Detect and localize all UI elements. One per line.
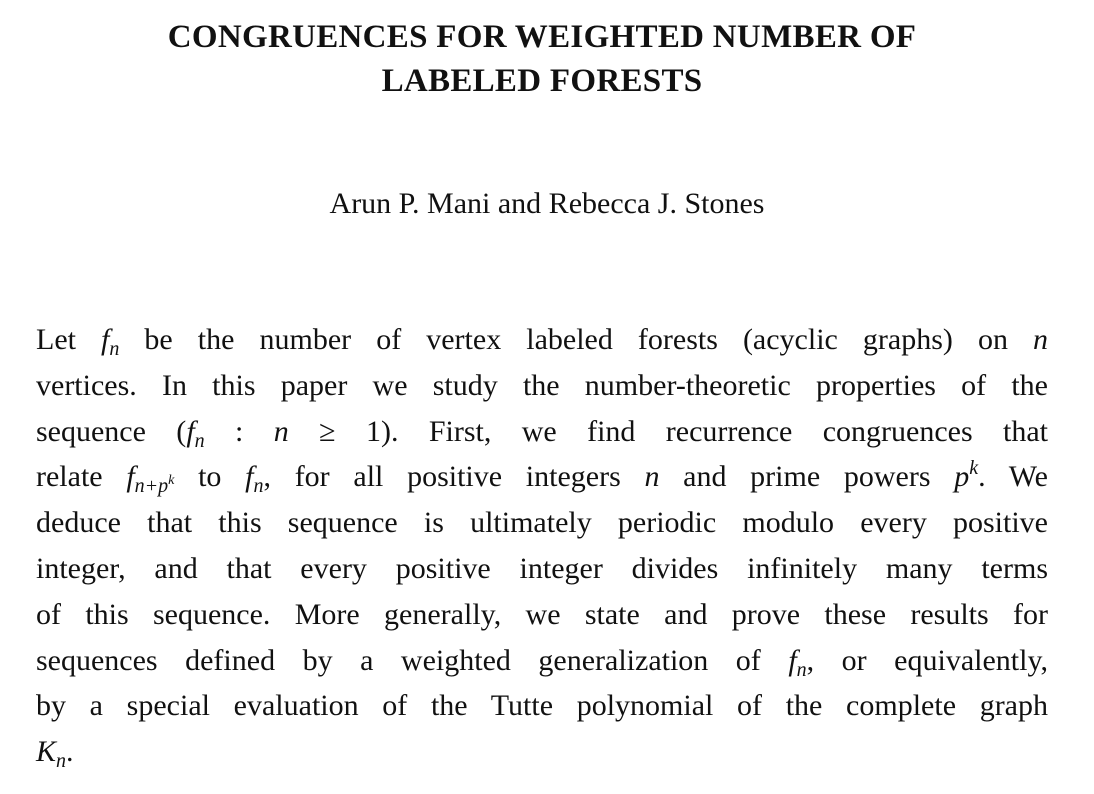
math-f-n [101, 323, 120, 360]
math-subscript: n [253, 475, 264, 498]
abstract-text: , or equivalently, [806, 643, 1049, 677]
math-p-k [954, 457, 979, 494]
abstract-text: sequence ( [36, 414, 187, 448]
math-symbol: f [101, 323, 110, 356]
abstract-text: . We [978, 460, 1049, 494]
math-n: n [644, 460, 660, 494]
abstract-text: to [174, 460, 246, 494]
abstract-line-10 [36, 732, 1048, 778]
abstract-line-6: integer, and that every positive integer divides infinitely many terms [36, 551, 1048, 585]
abstract-line-5: deduce that this sequence is ultimately periodic modulo every positive [36, 506, 1048, 540]
math-K-n [36, 735, 67, 773]
math-f-n-plus-p-k [126, 460, 175, 498]
paper-title-line-1: CONGRUENCES FOR WEIGHTED NUMBER OF [167, 19, 917, 55]
abstract-line-9: by a special evaluation of the Tutte polynomial of the complete graph [36, 689, 1048, 723]
abstract-text: relate [36, 460, 127, 494]
math-subscript [135, 475, 175, 497]
abstract-line-3 [36, 412, 1048, 458]
abstract-text: . [66, 735, 74, 769]
paper-title-line-2: LABELED FORESTS [381, 63, 703, 99]
math-symbol: K [36, 735, 57, 769]
math-superscript: k [969, 457, 979, 480]
math-f-n [186, 414, 205, 452]
abstract-text: Let [36, 323, 102, 356]
math-subscript: n [56, 750, 67, 773]
abstract-text: be the number of vertex labeled forests (acyclic graphs) on [119, 323, 1033, 356]
abstract-text: sequences defined by a weighted generalization of [36, 643, 789, 677]
abstract-text: : [204, 414, 274, 448]
math-subscript-text: n+p [134, 475, 169, 498]
math-symbol: f [186, 414, 195, 448]
math-subscript-exponent: k [168, 473, 175, 489]
abstract-line-4 [36, 457, 1048, 503]
math-symbol: f [245, 460, 254, 494]
abstract-text: , for all positive integers [263, 460, 645, 494]
math-f-n [245, 460, 264, 498]
abstract-text: ≥ 1). First, we find recurrence congruences that [288, 414, 1048, 448]
abstract-line-7: of this sequence. More generally, we state and prove these results for [36, 597, 1048, 631]
abstract-line-8 [36, 641, 1048, 687]
math-symbol: p [954, 460, 970, 494]
math-subscript: n [194, 429, 205, 452]
abstract [36, 320, 1048, 778]
abstract-line-1 [36, 320, 1048, 366]
math-symbol: f [126, 460, 135, 494]
math-subscript: n [796, 658, 807, 681]
math-n: n [273, 414, 289, 448]
math-f-n [788, 643, 807, 681]
abstract-text: and prime powers [659, 460, 955, 494]
math-symbol: f [788, 643, 797, 677]
paper-authors: Arun P. Mani and Rebecca J. Stones [329, 187, 765, 220]
abstract-line-2: vertices. In this paper we study the number-theoretic properties of the [36, 368, 1048, 402]
math-n: n [1033, 323, 1048, 356]
math-subscript: n [109, 338, 120, 360]
